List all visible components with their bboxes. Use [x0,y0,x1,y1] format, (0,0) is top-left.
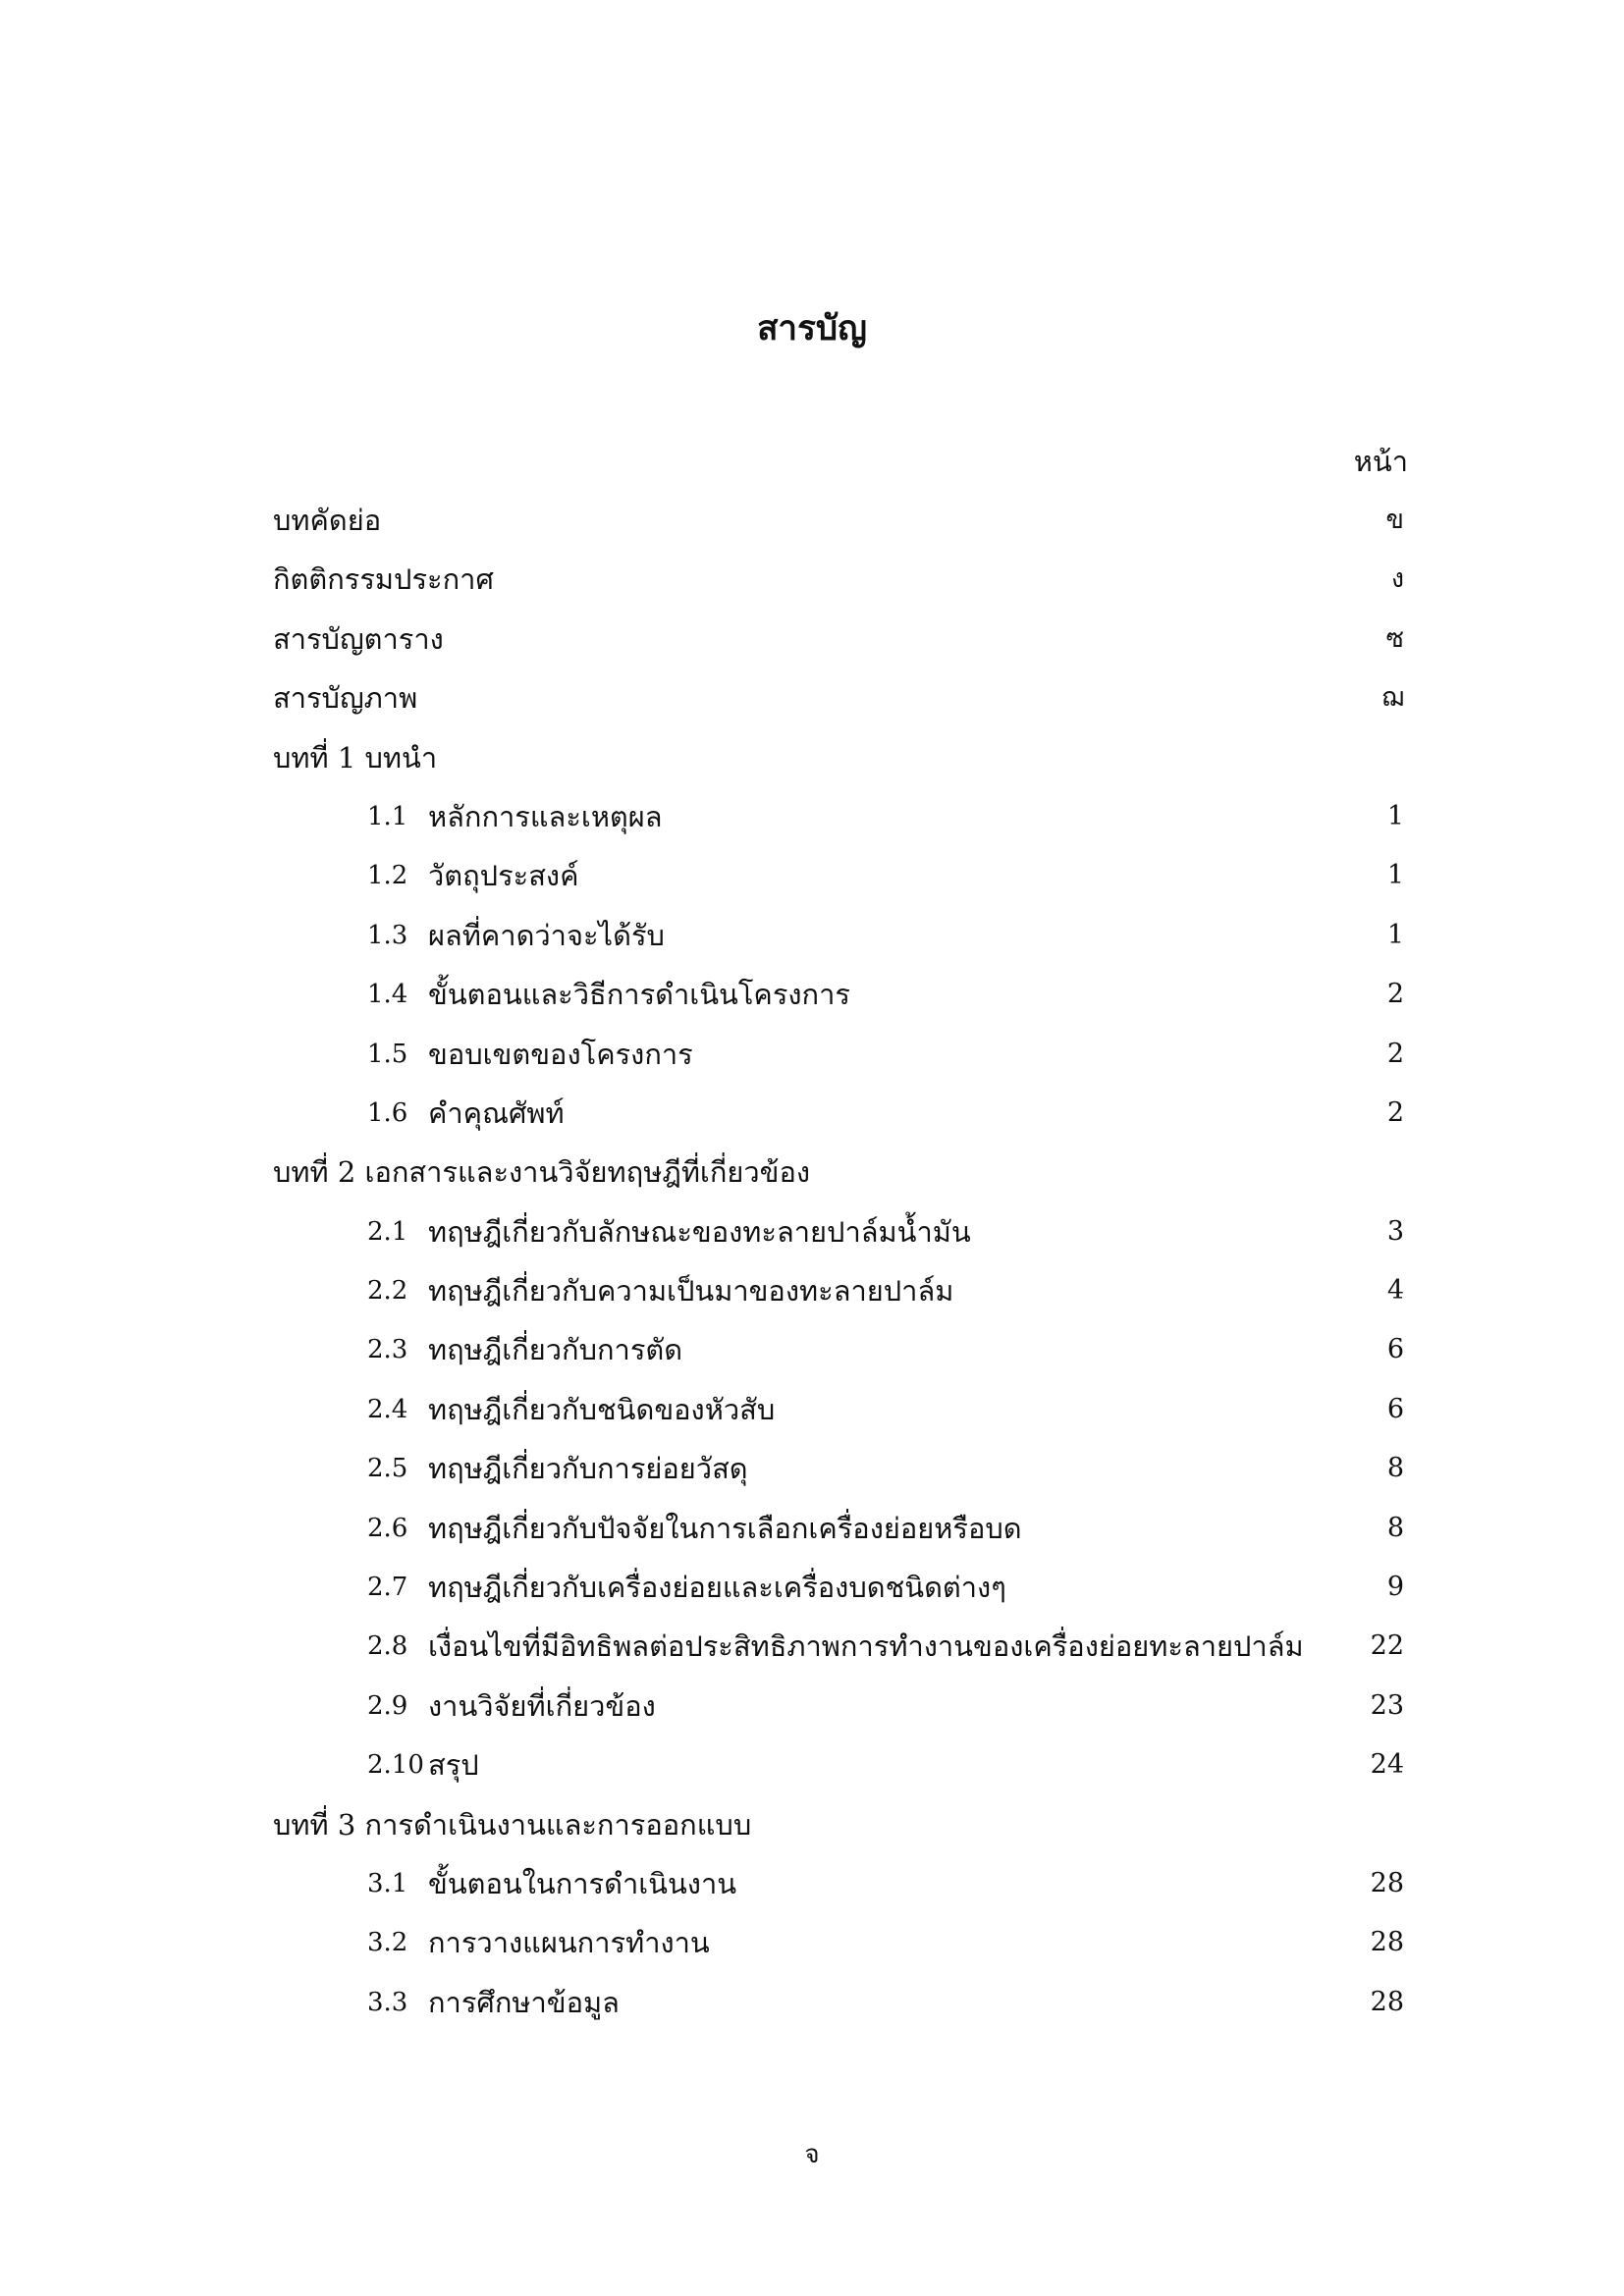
toc-entry-page: 28 [1370,1867,1404,1898]
table-of-contents [0,491,1624,2032]
toc-subentry-label: คำคุณศัพท์ [428,1095,565,1130]
toc-entry-page: 28 [1370,1927,1404,1958]
toc-entry-page: 1 [1386,919,1404,950]
toc-entry [0,491,1624,550]
toc-subentry [0,1617,1624,1676]
page-title: สารบัญ [757,308,867,348]
toc-section-number: 2.1 [367,1216,408,1247]
toc-chapter-label: บทที่ 3 การดำเนินงานและการออกแบบ [273,1807,752,1842]
toc-entry-label: สารบัญภาพ [273,681,418,716]
toc-subentry-label: ทฤษฎีเกี่ยวกับเครื่องย่อยและเครื่องบดชนิดต่างๆ [428,1571,1006,1605]
toc-subentry-label: วัตถุประสงค์ [428,859,579,893]
toc-entry-page: 3 [1386,1215,1404,1247]
toc-section-number: 3.2 [367,1928,408,1958]
toc-subentry-label: หลักการและเหตุผล [428,799,663,833]
toc-entry [0,610,1624,668]
toc-subentry [0,1558,1624,1617]
toc-subentry [0,1202,1624,1261]
toc-entry-page: 6 [1386,1393,1404,1424]
toc-entry-page: 24 [1370,1749,1404,1781]
toc-entry [0,550,1624,609]
toc-entry-page: 28 [1370,1986,1404,2017]
toc-subentry [0,846,1624,905]
toc-subentry [0,1261,1624,1320]
toc-chapter-heading [0,1795,1624,1854]
toc-entry-page: 1 [1386,860,1404,891]
toc-section-number: 2.5 [367,1454,408,1484]
toc-subentry-label: ขั้นตอนในการดำเนินงาน [428,1866,737,1900]
toc-entry-page: 9 [1386,1572,1404,1603]
toc-subentry-label: เงื่อนไขที่มีอิทธิพลต่อประสิทธิภาพการทำงานของเครื่องย่อยทะลายปาล์ม [428,1629,1304,1664]
toc-section-number: 3.3 [367,1987,408,2017]
toc-subentry [0,1913,1624,1972]
toc-subentry [0,1677,1624,1735]
footer-page-number: จ [804,2140,820,2169]
toc-subentry-label: งานวิจัยที่เกี่ยวข้อง [428,1688,656,1723]
toc-entry-page: 1 [1386,800,1404,831]
toc-entry-page: ข [1385,505,1404,535]
toc-chapter-heading [0,1143,1624,1201]
toc-section-number: 1.2 [367,861,408,891]
toc-entry-page: 6 [1386,1334,1404,1365]
toc-entry-label: บทคัดย่อ [273,504,382,537]
toc-section-number: 2.10 [367,1750,424,1781]
toc-entry-page: 4 [1386,1275,1404,1307]
toc-section-number: 1.5 [367,1039,408,1069]
toc-section-number: 1.1 [367,801,408,831]
toc-chapter-label: บทที่ 2 เอกสารและงานวิจัยทฤษฎีที่เกี่ยวข้อง [273,1155,811,1190]
toc-section-number: 1.3 [367,920,408,950]
toc-section-number: 3.1 [367,1868,408,1898]
toc-entry-label: สารบัญตาราง [273,621,444,656]
toc-subentry [0,787,1624,846]
toc-subentry [0,965,1624,1024]
toc-subentry [0,1025,1624,1084]
toc-subentry-label: สรุป [428,1748,479,1783]
toc-entry-page: 2 [1386,1038,1404,1069]
toc-subentry-label: ทฤษฎีเกี่ยวกับชนิดของหัวสับ [428,1392,776,1426]
toc-subentry [0,1380,1624,1439]
toc-subentry-label: ทฤษฎีเกี่ยวกับความเป็นมาของทะลายปาล์ม [428,1274,954,1308]
toc-subentry [0,1320,1624,1379]
toc-entry [0,668,1624,727]
toc-section-number: 2.6 [367,1513,408,1543]
toc-entry-page: ซ [1385,622,1404,654]
toc-subentry-label: ขั้นตอนและวิธีการดำเนินโครงการ [428,978,850,1012]
toc-subentry [0,1439,1624,1498]
toc-subentry [0,1973,1624,2032]
toc-entry-page: 22 [1370,1630,1404,1662]
toc-subentry-label: ทฤษฎีเกี่ยวกับการย่อยวัสดุ [428,1452,748,1486]
toc-subentry [0,1854,1624,1913]
toc-chapter-heading [0,728,1624,787]
toc-entry-page: 23 [1370,1689,1404,1721]
toc-section-number: 2.9 [367,1690,408,1721]
toc-section-number: 2.7 [367,1573,408,1603]
toc-subentry-label: ทฤษฎีเกี่ยวกับปัจจัยในการเลือกเครื่องย่อยหรือบด [428,1511,1022,1545]
toc-subentry [0,906,1624,965]
toc-subentry [0,1735,1624,1794]
toc-section-number: 1.6 [367,1097,408,1128]
toc-subentry-label: ทฤษฎีเกี่ยวกับลักษณะของทะลายปาล์มน้ำมัน [428,1214,971,1249]
toc-section-number: 2.4 [367,1394,408,1424]
page-column-header: หน้า [1353,445,1408,478]
toc-subentry [0,1499,1624,1558]
toc-entry-page: ง [1390,563,1404,595]
toc-section-number: 2.8 [367,1631,408,1662]
toc-entry-page: 2 [1386,979,1404,1010]
toc-section-number: 1.4 [367,980,408,1010]
toc-subentry-label: ผลที่คาดว่าจะได้รับ [428,918,665,952]
toc-chapter-label: บทที่ 1 บทนำ [273,740,438,774]
toc-section-number: 2.2 [367,1276,408,1307]
toc-subentry-label: ทฤษฎีเกี่ยวกับการตัด [428,1333,683,1367]
toc-entry-label: กิตติกรรมประกาศ [273,562,494,597]
toc-section-number: 2.3 [367,1335,408,1365]
toc-entry-page: 8 [1386,1512,1404,1543]
toc-subentry-label: การศึกษาข้อมูล [428,1985,620,2019]
toc-entry-page: 2 [1386,1096,1404,1128]
toc-subentry-label: การวางแผนการทำงาน [428,1926,710,1960]
toc-entry-page: ฌ [1380,682,1404,714]
toc-subentry [0,1084,1624,1143]
toc-entry-page: 8 [1386,1453,1404,1484]
toc-subentry-label: ขอบเขตของโครงการ [428,1037,693,1071]
